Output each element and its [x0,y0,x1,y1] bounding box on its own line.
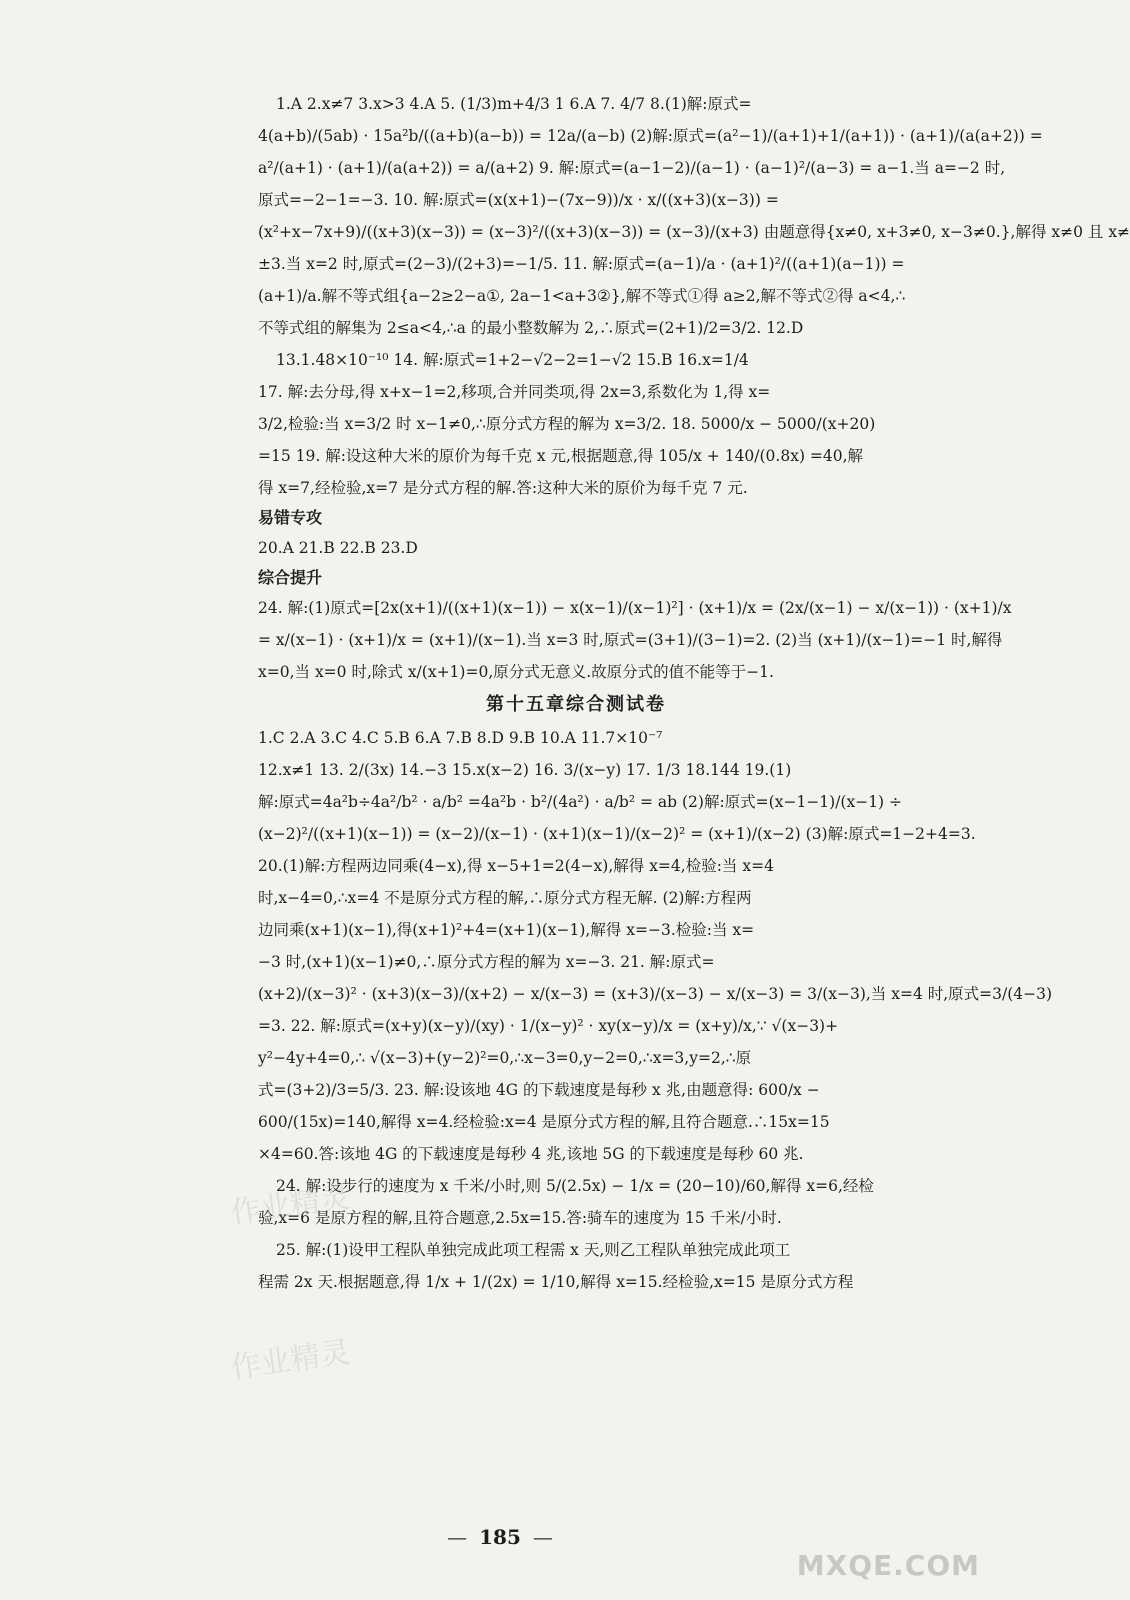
answer-line: = x/(x−1) · (x+1)/x = (x+1)/(x−1).当 x=3 时,原式=(3+1)/(3−1)=2. (2)当 (x+1)/(x−1)=−1 时,解得 [258,631,1003,649]
answer-line: ±3.当 x=2 时,原式=(2−3)/(2+3)=−1/5. 11. 解:原式=(a−1)/a · (a+1)²/((a+1)(a−1)) = [258,255,905,273]
page-number-dash: — [532,1525,553,1549]
answer-line: 得 x=7,经检验,x=7 是分式方程的解.答:这种大米的原价为每千克 7 元. [258,479,748,497]
answer-line: (x²+x−7x+9)/((x+3)(x−3)) = (x−3)²/((x+3)(x−3)) = (x−3)/(x+3) 由题意得{x≠0, x+3≠0, x−3≠0.},解得 x≠0 且 x≠ [258,223,1130,241]
answer-page [258,88,1130,1298]
answer-line: 边同乘(x+1)(x−1),得(x+1)²+4=(x+1)(x−1),解得 x=−3.检验:当 x= [258,921,755,939]
answer-line: 程需 2x 天.根据题意,得 1/x + 1/(2x) = 1/10,解得 x=15.经检验,x=15 是原分式方程 [258,1273,854,1291]
answer-line: =3. 22. 解:原式=(x+y)(x−y)/(xy) · 1/(x−y)² · xy(x−y)/x = (x+y)/x,∵ √(x−3)+ [258,1017,839,1035]
page-number [0,1525,1000,1549]
answer-line: 24. 解:设步行的速度为 x 千米/小时,则 5/(2.5x) − 1/x = (20−10)/60,解得 x=6,经检 [276,1177,874,1195]
answer-line: 20.(1)解:方程两边同乘(4−x),得 x−5+1=2(4−x),解得 x=4,检验:当 x=4 [258,857,774,875]
site-watermark: MXQE.COM [796,1549,980,1582]
page-number-value: 185 [479,1525,521,1549]
section-heading-comprehensive: 综合提升 [258,568,323,587]
answer-line: y²−4y+4=0,∴ √(x−3)+(y−2)²=0,∴x−3=0,y−2=0,∴x=3,y=2,∴原 [258,1049,752,1067]
answer-line: 解:原式=4a²b÷4a²/b² · a/b² =4a²b · b²/(4a²) · a/b² = ab (2)解:原式=(x−1−1)/(x−1) ÷ [258,793,903,811]
answer-line: 时,x−4=0,∴x=4 不是原分式方程的解,∴原分式方程无解. (2)解:方程两 [258,889,752,907]
answer-line: 24. 解:(1)原式=[2x(x+1)/((x+1)(x−1)) − x(x−1)/(x−1)²] · (x+1)/x = (2x/(x−1) − x/(x−1)) · (x+1)/x [258,599,1012,617]
answer-line: x=0,当 x=0 时,除式 x/(x+1)=0,原分式无意义.故原分式的值不能等于−1. [258,663,774,681]
chapter-test-answers [258,722,1053,1298]
answers-part-1 [258,88,1130,504]
answer-line: 不等式组的解集为 2≤a<4,∴a 的最小整数解为 2,∴原式=(2+1)/2=3/2. 12.D [258,319,804,337]
answer-line: a²/(a+1) · (a+1)/(a(a+2)) = a/(a+2) 9. 解:原式=(a−1−2)/(a−1) · (a−1)²/(a−3) = a−1.当 a=−2 时, [258,159,1006,177]
answer-line: 17. 解:去分母,得 x+x−1=2,移项,合并同类项,得 2x=3,系数化为 1,得 x= [258,383,771,401]
answer-line: (a+1)/a.解不等式组{a−2≥2−a①, 2a−1<a+3②},解不等式①得 a≥2,解不等式②得 a<4,∴ [258,287,906,305]
answer-line: 式=(3+2)/3=5/3. 23. 解:设该地 4G 的下载速度是每秒 x 兆,由题意得: 600/x − [258,1081,820,1099]
faint-watermark: 作业精灵 [228,1179,353,1232]
answer-line: 13.1.48×10⁻¹⁰ 14. 解:原式=1+2−√2−2=1−√2 15.B 16.x=1/4 [276,351,749,369]
answer-line: 原式=−2−1=−3. 10. 解:原式=(x(x+1)−(7x−9))/x · x/((x+3)(x−3)) = [258,191,779,209]
answer-line: (x+2)/(x−3)² · (x+3)(x−3)/(x+2) − x/(x−3) = (x+3)/(x−3) − x/(x−3) = 3/(x−3),当 x=4 时,原式=3/(4−3) [258,985,1053,1003]
answer-line: (x−2)²/((x+1)(x−1)) = (x−2)/(x−1) · (x+1)(x−1)/(x−2)² = (x+1)/(x−2) (3)解:原式=1−2+4=3. [258,825,976,843]
answer-line: 4(a+b)/(5ab) · 15a²b/((a+b)(a−b)) = 12a/(a−b) (2)解:原式=(a²−1)/(a+1)+1/(a+1)) · (a+1)/(a(a+2)) = [258,127,1043,145]
answer-line: =15 19. 解:设这种大米的原价为每千克 x 元,根据题意,得 105/x + 140/(0.8x) =40,解 [258,447,864,465]
answer-line: 600/(15x)=140,解得 x=4.经检验:x=4 是原分式方程的解,且符合题意.∴15x=15 [258,1113,830,1131]
answer-line: ×4=60.答:该地 4G 的下载速度是每秒 4 兆,该地 5G 的下载速度是每秒 60 兆. [258,1145,804,1163]
answer-line: 验,x=6 是原方程的解,且符合题意,2.5x=15.答:骑车的速度为 15 千米/小时. [258,1209,782,1227]
section-heading-errors: 易错专攻 [258,508,323,527]
answer-line: −3 时,(x+1)(x−1)≠0,∴原分式方程的解为 x=−3. 21. 解:原式= [258,953,715,971]
answer-line: 3/2,检验:当 x=3/2 时 x−1≠0,∴原分式方程的解为 x=3/2. 18. 5000/x − 5000/(x+20) [258,415,876,433]
errors-answers: 20.A 21.B 22.B 23.D [258,539,418,557]
answer-line: 1.C 2.A 3.C 4.C 5.B 6.A 7.B 8.D 9.B 10.A 11.7×10⁻⁷ [258,729,663,747]
answer-line: 12.x≠1 13. 2/(3x) 14.−3 15.x(x−2) 16. 3/(x−y) 17. 1/3 18.144 19.(1) [258,761,792,779]
chapter-title: 第十五章综合测试卷 [486,694,666,715]
comprehensive-answers [258,592,1012,688]
answer-line: 25. 解:(1)设甲工程队单独完成此项工程需 x 天,则乙工程队单独完成此项工 [276,1241,791,1259]
faint-watermark: 作业精灵 [228,1334,353,1387]
page-number-dash: — [447,1525,468,1549]
answer-line: 1.A 2.x≠7 3.x>3 4.A 5. (1/3)m+4/3 1 6.A 7. 4/7 8.(1)解:原式= [276,95,752,113]
